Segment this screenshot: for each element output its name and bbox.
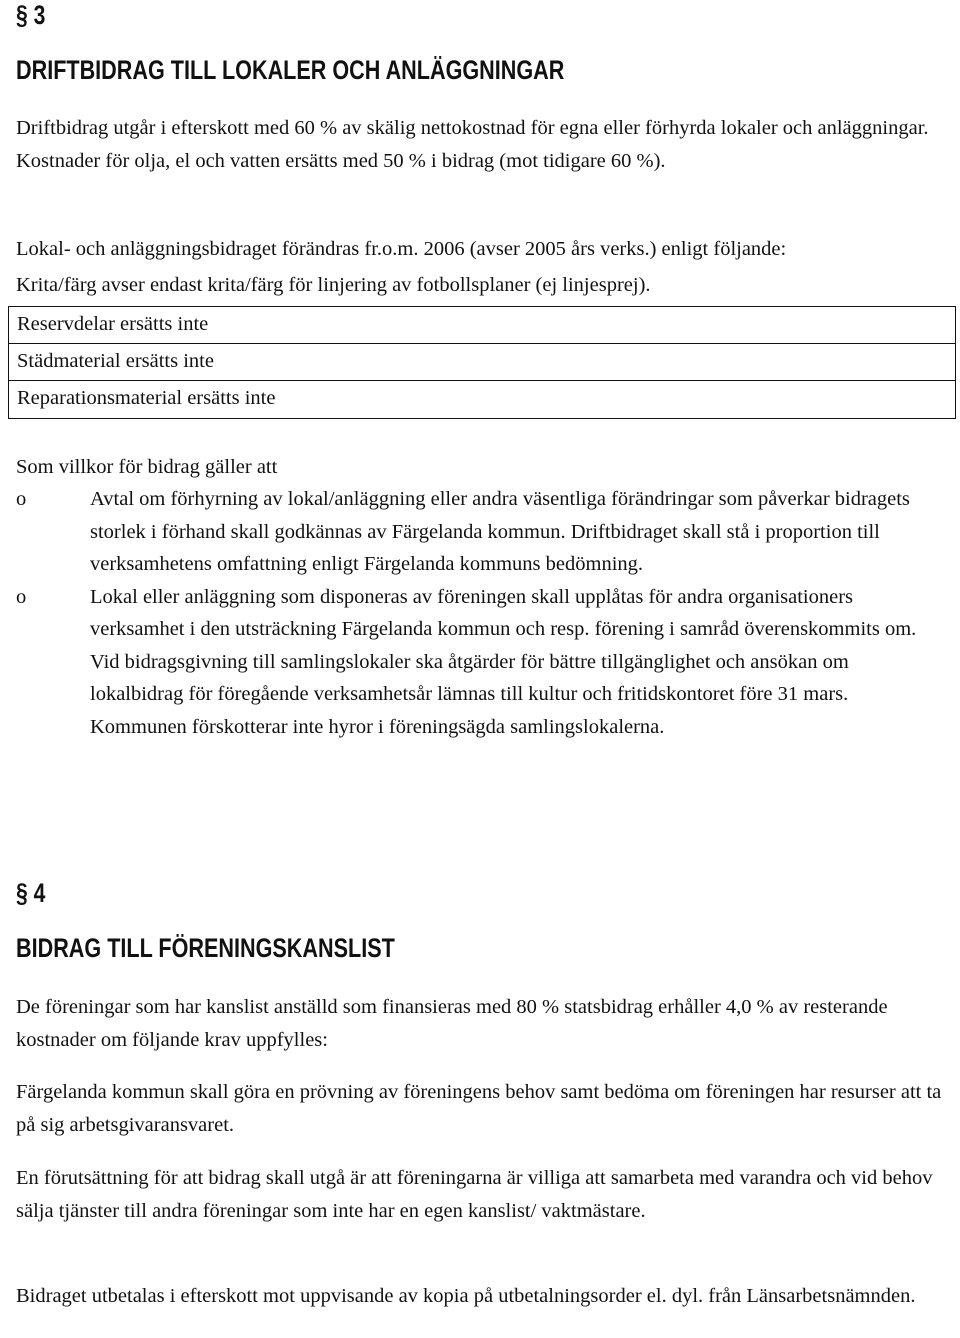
section-4-paragraph: Färgelanda kommun skall göra en prövning av föreningens behov samt bedöma om föreningen har resurser att ta på sig arbetsgivaransvaret.: [16, 1081, 942, 1136]
section-4-paragraph: Bidraget utbetalas i efterskott mot uppvisande av kopia på utbetalningsorder el. dyl. från Länsarbetsnämnden.: [16, 1285, 916, 1307]
table-row: Reservdelar ersätts inte: [9, 307, 955, 344]
section-3-paragraph-2-line-1: Lokal- och anläggningsbidraget förändras fr.o.m. 2006 (avser 2005 års verks.) enligt följande:: [16, 238, 787, 260]
bullet-marker: o: [16, 488, 27, 510]
section-3-title: DRIFTBIDRAG TILL LOKALER OCH ANLÄGGNINGAR: [16, 55, 565, 85]
section-3-paragraph-2-line-2: Krita/färg avser endast krita/färg för linjering av fotbollsplaner (ej linjesprej).: [16, 274, 651, 296]
condition-text: Lokal eller anläggning som disponeras av föreningen skall upplåtas för andra organisationers verksamhet i den utsträckning Färgelanda kommun och resp. förening i samråd överenskommits om. Vid bidragsgivning till samlingslokaler ska åtgärder för bättre tillgänglighet och ansökan om lokalbidrag för föregående verksamhetsår lämnas till kultur och fritidskontoret före 31 mars. Kommunen förskotterar inte hyror i föreningsägda samlingslokalerna.: [90, 585, 917, 738]
table-row: Städmaterial ersätts inte: [9, 344, 955, 381]
table-row: Reparationsmaterial ersätts inte: [17, 387, 276, 409]
excluded-items-table: [8, 306, 956, 419]
list-item: [16, 581, 946, 744]
section-4-title: BIDRAG TILL FÖRENINGSKANSLIST: [16, 933, 395, 963]
conditions-intro: Som villkor för bidrag gäller att: [16, 456, 278, 478]
condition-text: Avtal om förhyrning av lokal/anläggning eller andra väsentliga förändringar som påverkar bidragets storlek i förhand skall godkännas av Färgelanda kommun. Driftbidraget skall stå i proportion till verksamhetens omfattning enligt Färgelanda kommuns bedömning.: [90, 488, 910, 575]
section-3-paragraph-1: Driftbidrag utgår i efterskott med 60 % av skälig nettokostnad för egna eller förhyrda lokaler och anläggningar. Kostnader för olja, el och vatten ersätts med 50 % i bidrag (mot tidigare 60 %).: [16, 117, 929, 172]
conditions-list: [16, 483, 946, 743]
list-item: [16, 483, 946, 581]
section-3-number: § 3: [16, 0, 46, 30]
section-4-paragraph: De föreningar som har kanslist anställd som finansieras med 80 % statsbidrag erhåller 4,0 % av resterande kostnader om följande krav uppfylles:: [16, 996, 888, 1051]
section-4-number: § 4: [16, 878, 46, 908]
section-4-paragraph: En förutsättning för att bidrag skall utgå är att föreningarna är villiga att samarbeta med varandra och vid behov sälja tjänster till andra föreningar som inte har en egen kanslist/ vaktmästare.: [16, 1167, 933, 1222]
bullet-marker: o: [16, 585, 27, 608]
